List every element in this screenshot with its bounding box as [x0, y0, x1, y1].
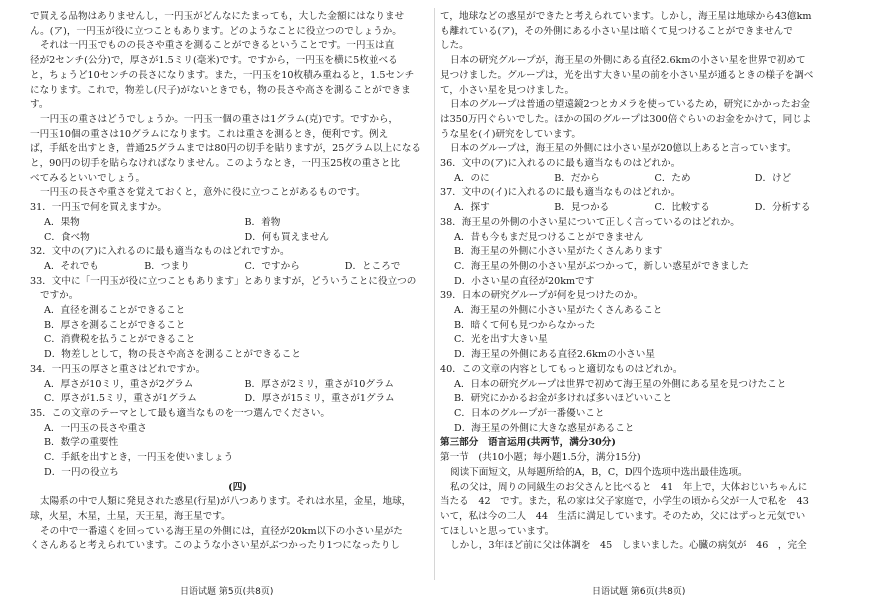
option-b[interactable]: B．数学の重要性	[44, 437, 119, 449]
passage-line: 日本のグループは普通の望遠鏡2つとカメラを使っているため，研究にかかったお金	[450, 99, 810, 111]
option-c[interactable]: C．ため	[654, 172, 691, 184]
passage-line: その中で一番遠くを回っている海王星の外側には，直径が20km以下の小さい星がた	[40, 525, 403, 537]
option-b[interactable]: B．着物	[244, 216, 281, 228]
passage-line: は350万円ぐらいでした。ほかの国のグループは300倍ぐらいのお金をかけて，同じよ	[440, 113, 812, 125]
passage-line: と，90円の切手を貼らなければなりません。このようなとき，一円玉25枚の重さと比	[30, 158, 400, 170]
cloze-line: しかし，3年ほど前に父は体調を 45 しまいました。心臓の病気が 46 ，完全	[450, 540, 807, 552]
option-b[interactable]: B．厚さが2ミリ，重さが10グラム	[244, 378, 395, 390]
right-column	[440, 10, 855, 554]
question-40-stem: 40．この文章の内容としてもっと適切なものはどれか。	[440, 363, 683, 375]
option-d[interactable]: D．物差しとして，物の長さや高さを測ることができること	[44, 349, 301, 361]
passage-line: 日本のグループは，海王星の外側には小さい星が20億以上あると言っています。	[450, 143, 797, 155]
passage-line: した。	[440, 40, 469, 52]
instruction-text: 阅读下面短文，从每题所给的A，B，C，D四个选项中选出最佳选项。	[450, 466, 748, 478]
question-37-options	[440, 201, 855, 216]
option-d[interactable]: D．分析する	[754, 202, 811, 214]
question-31-stem: 31．一円玉で何を買えますか。	[30, 202, 167, 214]
question-33-stem: 33．文中に「一円玉が役に立つこともあります」とありますが，どういうことに役立つの	[30, 275, 417, 287]
option-d[interactable]: D．ところで	[344, 260, 401, 272]
option-a[interactable]: A．海王星の外側に小さい星がたくさんあること	[454, 305, 663, 317]
option-a[interactable]: A．探す	[454, 202, 490, 214]
section-4-title: (四)	[228, 481, 247, 493]
passage-line: になります。これで，物差し(尺子)がないときでも，物の長さや高さを測ることができま	[30, 84, 411, 96]
passage-line: す。	[30, 99, 49, 111]
cloze-line: 当たる 42 です。また，私の家は父子家庭で，小学生の頃から父が一人で私を 43	[440, 496, 809, 508]
question-34-options	[30, 392, 445, 407]
passage-line: うな星を(イ)研究をしています。	[440, 128, 582, 140]
passage-line: て，小さい星を見つけました。	[440, 84, 575, 96]
option-b[interactable]: B．厚さを測ることができること	[44, 319, 186, 331]
passage-line: 一円玉10個の重さは10グラムになります。これは重さを測るとき，便利です。例え	[30, 128, 389, 140]
passage-line: それは一円玉でものの長さや重さを測ることができるということです。一円玉は直	[40, 40, 395, 52]
option-b[interactable]: B．海王星の外側に小さい星がたくさんあります	[454, 246, 663, 258]
part-3-title: 第三部分 语言运用(共两节，满分30分)	[440, 437, 616, 449]
question-33-stem: ですか。	[40, 290, 79, 302]
option-a[interactable]: A．日本の研究グループは世界で初めて海王星の外側にある星を見つけたこと	[454, 378, 787, 390]
question-35-stem: 35．この文章のテーマとして最も適当なものを一つ選んでください。	[30, 407, 331, 419]
question-32-options	[30, 260, 445, 275]
passage-line: 日本の研究グループが，海王星の外側にある直径2.6kmの小さい星を世界で初めて	[450, 55, 806, 67]
question-31-options	[30, 216, 445, 231]
option-a[interactable]: A．それでも	[44, 260, 99, 272]
question-34-options	[30, 378, 445, 393]
passage-line: べてみるといいでしょう。	[30, 172, 146, 184]
question-36-options	[440, 172, 855, 187]
page-footer-left: 日语试题 第5页(共8页)	[180, 587, 274, 597]
section-1-title: 第一节 (共10小题；每小题1.5分，满分15分)	[440, 452, 641, 464]
option-a[interactable]: A．厚さが10ミリ，重さが2グラム	[44, 378, 194, 390]
cloze-line: てほしいと思っています。	[440, 525, 555, 537]
passage-line: で買える品物はありませんし，一円玉がどんなにたまっても，大した金額にはなりませ	[30, 11, 405, 22]
option-c[interactable]: C．手紙を出すとき，一円玉を使いましょう	[44, 452, 234, 464]
option-b[interactable]: B．つまり	[144, 260, 190, 272]
passage-line: と，ちょうど10センチの長さになります。また，一円玉を10枚積み重ねると，1.5センチ	[30, 69, 415, 81]
cloze-line: 私の父は，周りの同級生のお父さんと比べると 41 年上で，大体おじいちゃんに	[450, 481, 808, 493]
option-a[interactable]: A．昔も今もまだ見つけることができません	[454, 231, 644, 243]
option-c[interactable]: C．ですから	[244, 260, 300, 272]
option-c[interactable]: C．比較する	[654, 202, 710, 214]
passage-line: ん。(ア)，一円玉が役に立つこともあります。どのようなことに役立つのでしょうか。	[30, 25, 402, 37]
question-34-stem: 34．一円玉の厚さと重さはどれですか。	[30, 363, 206, 375]
passage-line: 太陽系の中で人類に発見された惑星(行星)が八つあります。それは水星，金星，地球，	[40, 496, 412, 508]
option-c[interactable]: C．厚さが1.5ミリ，重さが1グラム	[44, 393, 197, 405]
passage-line: 見つけました。グループは，光を出す大きい星の前を小さい星が通るときの様子を調べ	[440, 69, 814, 81]
option-b[interactable]: B．研究にかかるお金が多ければ多いほどいいこと	[454, 393, 673, 405]
option-c[interactable]: C．日本のグループが一番優いこと	[454, 407, 605, 419]
question-32-stem: 32．文中の(ア)に入れるのに最も適当なものはどれですか。	[30, 246, 290, 258]
left-column	[30, 10, 445, 554]
option-b[interactable]: B．見つかる	[554, 202, 610, 214]
option-a[interactable]: A．一円玉の長さや重さ	[44, 422, 147, 434]
option-a[interactable]: A．果物	[44, 216, 80, 228]
option-d[interactable]: D．けど	[754, 172, 792, 184]
option-b[interactable]: B．暗くて何も見つからなかった	[454, 319, 596, 331]
passage-line: も離れている(ア)，その外側にある小さい星は暗くて見つけることができませんで	[440, 25, 793, 37]
question-31-options	[30, 231, 445, 246]
option-a[interactable]: A．のに	[454, 172, 490, 184]
option-d[interactable]: D．一円の役立ち	[44, 466, 119, 478]
option-d[interactable]: D．海王星の外側にある直径2.6kmの小さい星	[454, 349, 655, 361]
option-d[interactable]: D．小さい星の直径が20kmです	[454, 275, 595, 287]
option-c[interactable]: C．光を出す大きい星	[454, 334, 548, 346]
passage-line: 球，火星，木星，土星，天王星，海王星です。	[30, 510, 231, 522]
passage-line: 径が2センチ(公分)で，厚さが1.5ミリ(毫米)です。ですから，一円玉を横に5枚並べる	[30, 55, 398, 67]
passage-line: ば，手紙を出すとき，普通25グラムまでは80円の切手を貼りますが，25グラム以上になる	[30, 143, 422, 155]
passage-line: 一円玉の重さはどうでしょうか。一円玉一個の重さは1グラム(克)です。ですから，	[40, 113, 399, 125]
passage-line: 一円玉の長さや重さを覚えておくと，意外に役に立つことがあるものです。	[40, 187, 366, 199]
question-38-stem: 38．海王星の外側の小さい星について正しく言っているのはどれか。	[440, 216, 740, 228]
option-d[interactable]: D．海王星の外側に大きな惑星があること	[454, 422, 635, 434]
question-36-stem: 36．文中の(ア)に入れるのに最も適当なものはどれか。	[440, 158, 681, 170]
question-39-stem: 39．日本の研究グループが何を見つけたのか。	[440, 290, 644, 302]
option-c[interactable]: C．食べ物	[44, 231, 90, 243]
option-c[interactable]: C．消費税を払うことができること	[44, 334, 196, 346]
option-d[interactable]: D．何も買えません	[244, 231, 329, 243]
passage-line: て，地球などの惑星ができたと考えられています。しかし，海王星は地球から43億km	[440, 11, 812, 22]
option-d[interactable]: D．厚さが15ミリ，重さが1グラム	[244, 393, 395, 405]
option-c[interactable]: C．海王星の外側の小さい星がぶつかって，新しい惑星ができました	[454, 260, 749, 272]
question-37-stem: 37．文中の(イ)に入れるのに最も適当なものはどれか。	[440, 187, 681, 199]
option-a[interactable]: A．直径を測ることができること	[44, 305, 186, 317]
passage-line: くさんあると考えられています。このような小さい星がぶつかったり1つになったりし	[30, 540, 400, 552]
cloze-line: いて，私は今の二人 44 生活に満足しています。そのため，父にはずっと元気でい	[440, 510, 806, 522]
option-b[interactable]: B．だから	[554, 172, 600, 184]
page-footer-right: 日语试题 第6页(共8页)	[592, 587, 686, 597]
